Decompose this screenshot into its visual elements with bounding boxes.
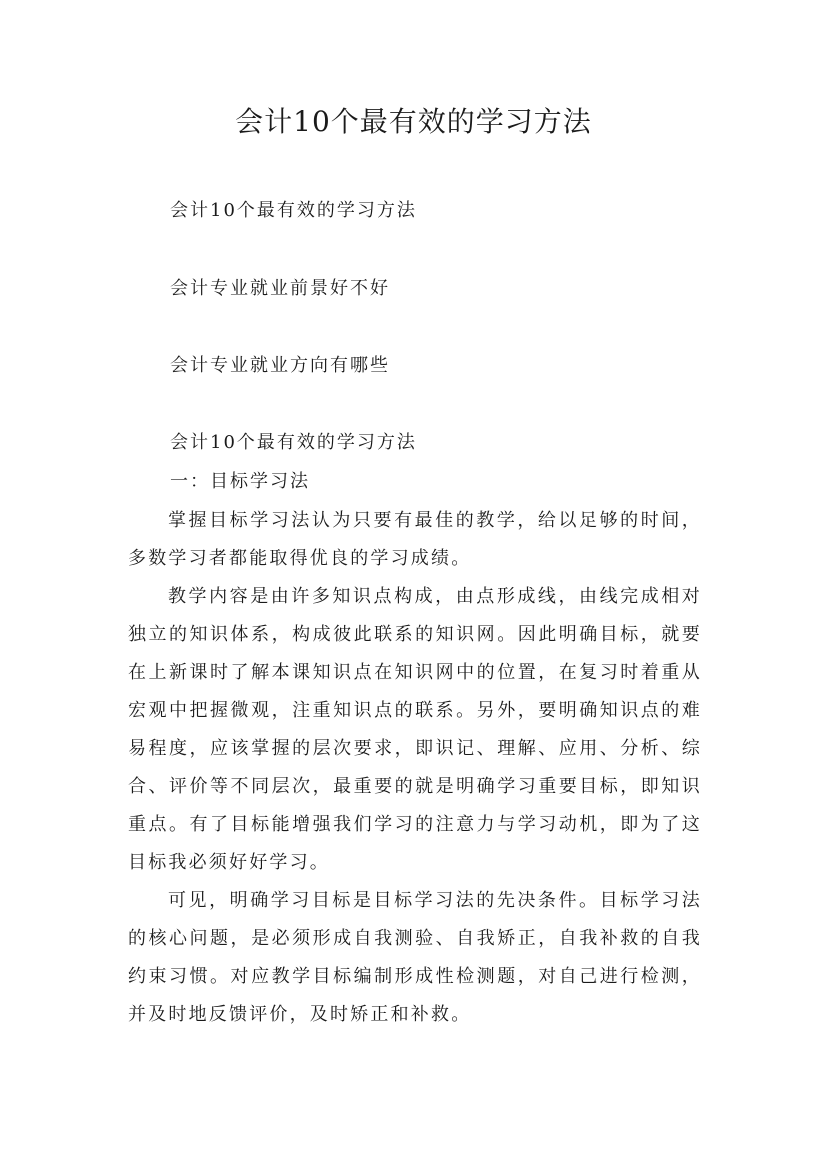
toc-item-3: 会计专业就业方向有哪些 (170, 355, 390, 376)
paragraph-3: 可见，明确学习目标是目标学习法的先决条件。目标学习法的核心问题，是必须形成自我测验、自我矫正，自我补救的自我约束习惯。对应教学目标编制形成性检测题，对自己进行检测，并及时地反馈评价，及时矫正和补救。 (128, 890, 702, 1025)
paragraph-2: 教学内容是由许多知识点构成，由点形成线，由线完成相对独立的知识体系，构成彼此联系的知识网。因此明确目标，就要在上新课时了解本课知识点在知识网中的位置，在复习时着重从宏观中把握微观，注重知识点的联系。另外，要明确知识点的难易程度，应该掌握的层次要求，即识记、理解、应用、分析、综合、评价等不同层次，最重要的就是明确学习重要目标，即知识重点。有了目标能增强我们学习的注意力与学习动机，即为了这目标我必须好好学习。 (128, 586, 702, 873)
paragraph-1: 掌握目标学习法认为只要有最佳的教学，给以足够的时间，多数学习者都能取得优良的学习成绩。 (128, 510, 702, 569)
toc-item-1: 会计10个最有效的学习方法 (170, 200, 417, 221)
section-heading: 会计10个最有效的学习方法 (170, 432, 417, 453)
document-title: 会计10个最有效的学习方法 (235, 105, 592, 138)
toc-item-2: 会计专业就业前景好不好 (170, 278, 390, 299)
subheading-target-learning: 一：目标学习法 (170, 471, 310, 492)
